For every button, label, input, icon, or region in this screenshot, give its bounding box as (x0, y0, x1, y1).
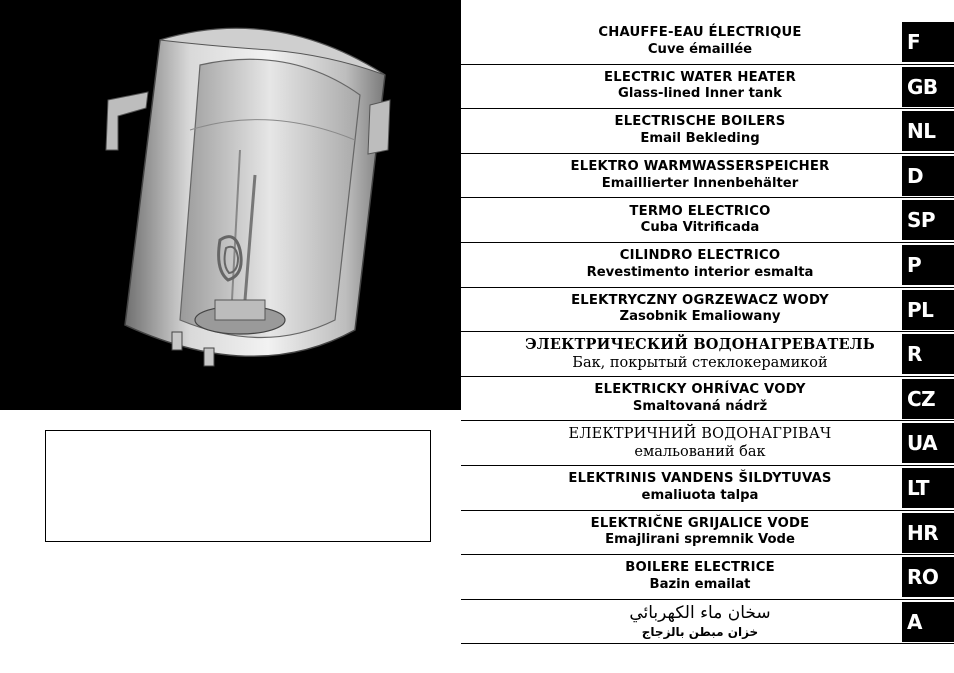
language-code-badge: UA (902, 423, 954, 463)
language-title: سخان ماء الكهربائي (629, 603, 771, 624)
language-title: ELEKTRYCZNY OGRZEWACZ WODY (571, 292, 829, 308)
language-code-badge: GB (902, 67, 954, 107)
language-title: CILINDRO ELECTRICO (619, 248, 781, 264)
language-subtitle: Emajlirani spremnik Vode (605, 532, 795, 548)
language-title: ELEKTRO WARMWASSERSPEICHER (570, 159, 830, 175)
language-title: ELEKTRICKY OHRÍVAC VODY (594, 382, 806, 398)
language-title: CHAUFFE-EAU ÉLECTRIQUE (598, 25, 802, 41)
language-title: ELEKTRINIS VANDENS ŠILDYTUVAS (568, 471, 832, 487)
language-title: ЕЛЕКТРИЧНИЙ ВОДОНАГРІВАЧ (568, 426, 832, 443)
language-subtitle: Cuba Vitrificada (640, 220, 760, 236)
language-subtitle: Zasobnik Emaliowany (619, 309, 781, 325)
language-row-lt (461, 466, 954, 511)
language-subtitle: Bazin emailat (649, 576, 751, 592)
notice-box (45, 430, 431, 542)
language-row-p (461, 243, 954, 288)
language-code-badge: PL (902, 290, 954, 330)
language-list (461, 20, 954, 644)
language-title: ELEKTRIČNE GRIJALICE VODE (590, 515, 810, 531)
language-row-a (461, 600, 954, 645)
language-code-badge: F (902, 22, 954, 62)
language-row-d (461, 154, 954, 199)
language-title: ELECTRIC WATER HEATER (604, 69, 796, 85)
language-title: BOILERE ELECTRICE (625, 560, 775, 576)
language-code-badge: A (902, 602, 954, 642)
language-row-r (461, 332, 954, 377)
language-subtitle: Revestimento interior esmalta (586, 264, 814, 280)
language-subtitle: Email Bekleding (640, 130, 760, 146)
language-row-nl (461, 109, 954, 154)
language-code-badge: D (902, 156, 954, 196)
language-subtitle: Бак, покрытый стеклокерамикой (572, 354, 828, 371)
language-title: TERMO ELECTRICO (629, 203, 771, 219)
language-code-badge: SP (902, 200, 954, 240)
language-row-gb (461, 65, 954, 110)
language-code-badge: R (902, 334, 954, 374)
language-row-ro (461, 555, 954, 600)
language-code-badge: RO (902, 557, 954, 597)
language-subtitle: Smaltovaná nádrž (632, 398, 768, 414)
language-subtitle: emaliuota talpa (641, 487, 759, 503)
language-subtitle: емальований бак (634, 444, 766, 461)
language-code-badge: CZ (902, 379, 954, 419)
water-heater-cutaway-illustration (0, 0, 461, 410)
language-row-cz (461, 377, 954, 422)
language-code-badge: HR (902, 513, 954, 553)
language-subtitle: خزان مبطن بالزجاج (641, 624, 759, 639)
language-subtitle: Cuve émaillée (647, 41, 753, 57)
language-row-hr (461, 511, 954, 556)
language-subtitle: Emaillierter Innenbehälter (601, 175, 799, 191)
language-row-f (461, 20, 954, 65)
language-subtitle: Glass-lined Inner tank (618, 86, 782, 102)
language-code-badge: NL (902, 111, 954, 151)
language-code-badge: P (902, 245, 954, 285)
language-code-badge: LT (902, 468, 954, 508)
language-row-sp (461, 198, 954, 243)
language-row-ua (461, 421, 954, 466)
product-illustration-panel (0, 0, 461, 410)
language-title: ЭЛЕКТРИЧЕСКИЙ ВОДОНАГРЕВАТЕЛЬ (525, 335, 875, 353)
language-row-pl (461, 288, 954, 333)
language-title: ELECTRISCHE BOILERS (614, 114, 786, 130)
